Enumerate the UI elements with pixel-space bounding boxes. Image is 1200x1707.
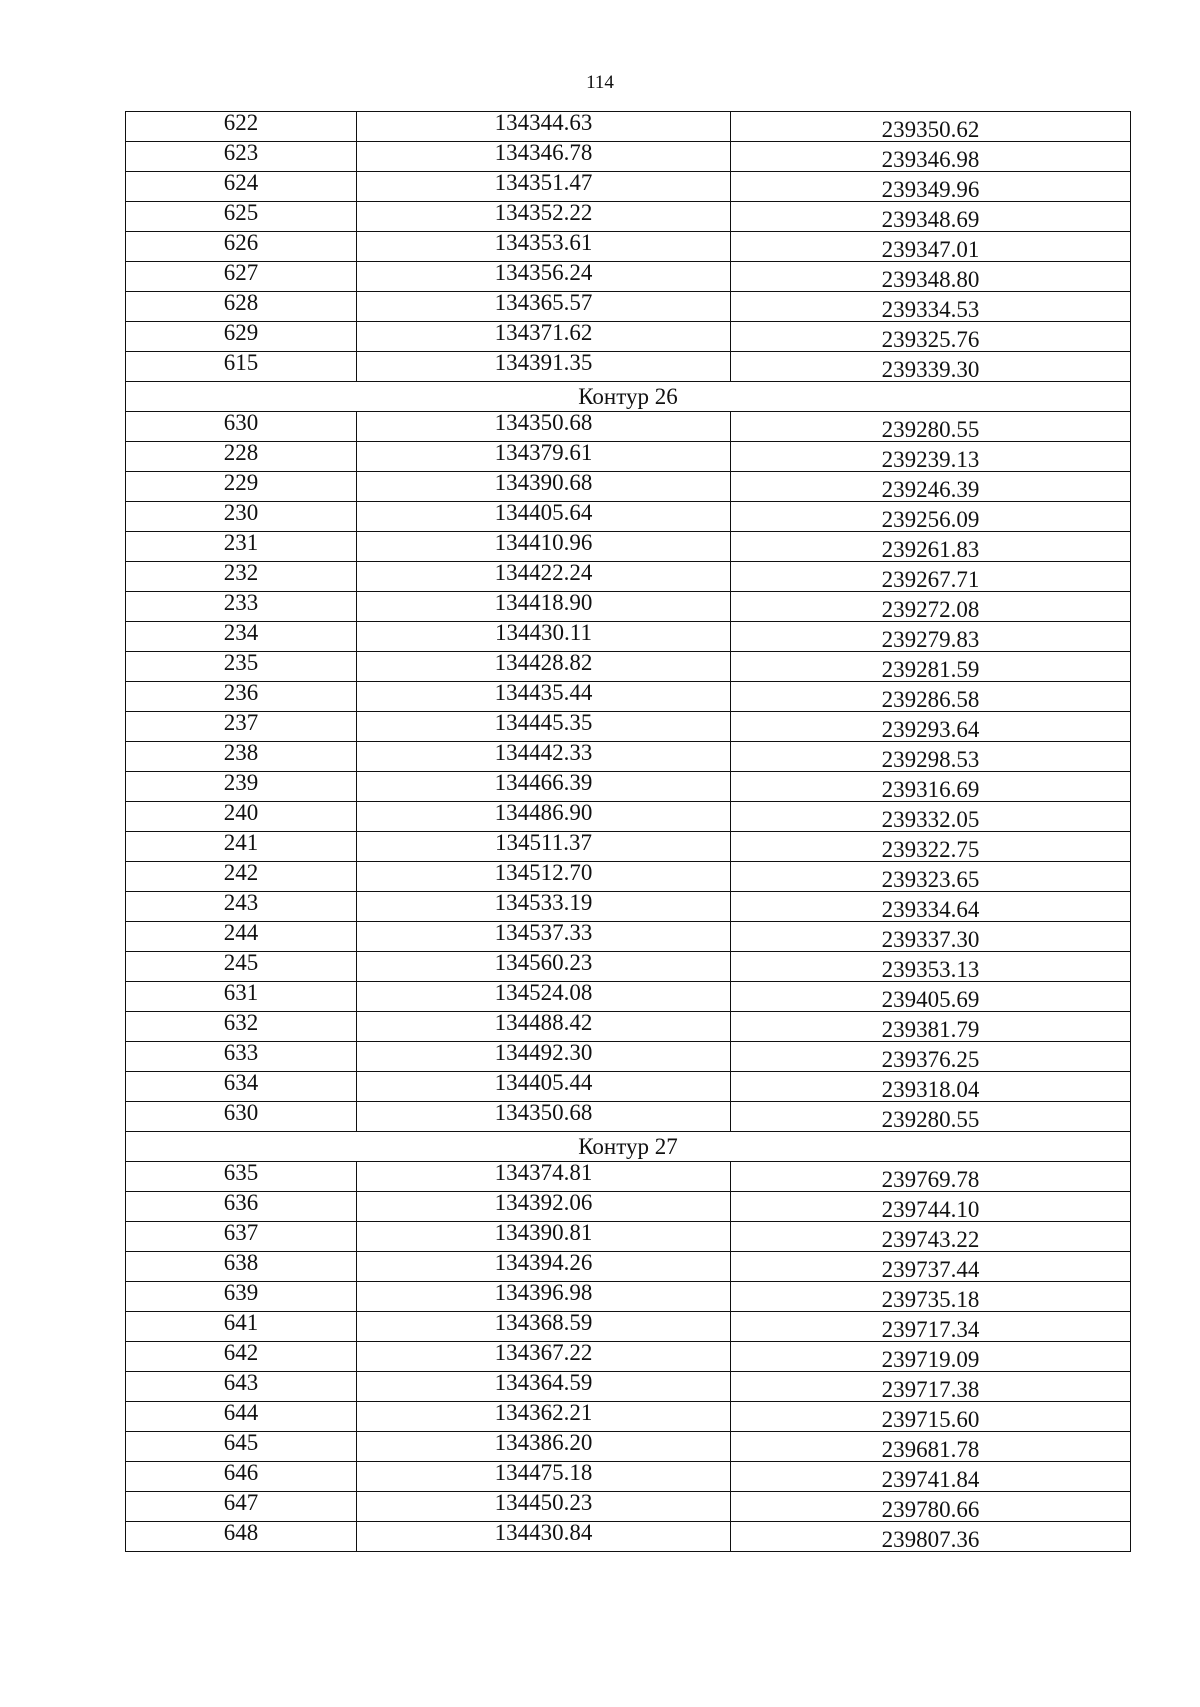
point-number-cell: 645 [126,1432,357,1462]
y-coordinate-cell: 239280.55 [731,412,1131,442]
y-coordinate-cell: 239737.44 [731,1252,1131,1282]
y-coordinate-cell: 239279.83 [731,622,1131,652]
table-row [126,352,1131,382]
point-number-cell: 234 [126,622,357,652]
table-row [126,1522,1131,1552]
y-coordinate-cell: 239293.64 [731,712,1131,742]
x-coordinate-cell: 134486.90 [357,802,731,832]
point-number-cell: 641 [126,1312,357,1342]
table-row [126,1012,1131,1042]
table-row [126,172,1131,202]
table-row [126,1102,1131,1132]
x-coordinate-cell: 134374.81 [357,1162,731,1192]
y-coordinate-cell: 239743.22 [731,1222,1131,1252]
x-coordinate-cell: 134356.24 [357,262,731,292]
x-coordinate-cell: 134367.22 [357,1342,731,1372]
x-coordinate-cell: 134560.23 [357,952,731,982]
point-number-cell: 624 [126,172,357,202]
point-number-cell: 623 [126,142,357,172]
table-row [126,532,1131,562]
point-number-cell: 629 [126,322,357,352]
x-coordinate-cell: 134346.78 [357,142,731,172]
point-number-cell: 630 [126,1102,357,1132]
x-coordinate-cell: 134392.06 [357,1192,731,1222]
table-row [126,202,1131,232]
x-coordinate-cell: 134410.96 [357,532,731,562]
table-row [126,1402,1131,1432]
x-coordinate-cell: 134391.35 [357,352,731,382]
y-coordinate-cell: 239316.69 [731,772,1131,802]
x-coordinate-cell: 134344.63 [357,112,731,142]
point-number-cell: 239 [126,772,357,802]
y-coordinate-cell: 239769.78 [731,1162,1131,1192]
point-number-cell: 648 [126,1522,357,1552]
x-coordinate-cell: 134422.24 [357,562,731,592]
y-coordinate-cell: 239332.05 [731,802,1131,832]
point-number-cell: 635 [126,1162,357,1192]
table-row [126,712,1131,742]
y-coordinate-cell: 239325.76 [731,322,1131,352]
point-number-cell: 627 [126,262,357,292]
table-row [126,232,1131,262]
section-label: Контур 26 [126,382,1131,412]
x-coordinate-cell: 134350.68 [357,412,731,442]
point-number-cell: 231 [126,532,357,562]
x-coordinate-cell: 134524.08 [357,982,731,1012]
point-number-cell: 238 [126,742,357,772]
y-coordinate-cell: 239272.08 [731,592,1131,622]
y-coordinate-cell: 239349.96 [731,172,1131,202]
y-coordinate-cell: 239239.13 [731,442,1131,472]
x-coordinate-cell: 134394.26 [357,1252,731,1282]
x-coordinate-cell: 134442.33 [357,742,731,772]
y-coordinate-cell: 239298.53 [731,742,1131,772]
point-number-cell: 634 [126,1072,357,1102]
x-coordinate-cell: 134351.47 [357,172,731,202]
table-row [126,832,1131,862]
y-coordinate-cell: 239318.04 [731,1072,1131,1102]
y-coordinate-cell: 239741.84 [731,1462,1131,1492]
point-number-cell: 626 [126,232,357,262]
point-number-cell: 244 [126,922,357,952]
point-number-cell: 245 [126,952,357,982]
y-coordinate-cell: 239780.66 [731,1492,1131,1522]
x-coordinate-cell: 134350.68 [357,1102,731,1132]
x-coordinate-cell: 134488.42 [357,1012,731,1042]
table-row [126,412,1131,442]
point-number-cell: 241 [126,832,357,862]
point-number-cell: 647 [126,1492,357,1522]
y-coordinate-cell: 239246.39 [731,472,1131,502]
point-number-cell: 638 [126,1252,357,1282]
x-coordinate-cell: 134492.30 [357,1042,731,1072]
table-row [126,502,1131,532]
table-row [126,982,1131,1012]
y-coordinate-cell: 239322.75 [731,832,1131,862]
y-coordinate-cell: 239256.09 [731,502,1131,532]
x-coordinate-cell: 134512.70 [357,862,731,892]
table-row [126,592,1131,622]
point-number-cell: 240 [126,802,357,832]
table-row [126,1252,1131,1282]
y-coordinate-cell: 239715.60 [731,1402,1131,1432]
table-row [126,262,1131,292]
table-row [126,922,1131,952]
table-row [126,1312,1131,1342]
y-coordinate-cell: 239807.36 [731,1522,1131,1552]
point-number-cell: 636 [126,1192,357,1222]
point-number-cell: 625 [126,202,357,232]
x-coordinate-cell: 134390.81 [357,1222,731,1252]
section-header-row [126,382,1131,412]
section-label: Контур 27 [126,1132,1131,1162]
table-row [126,1042,1131,1072]
table-row [126,622,1131,652]
point-number-cell: 229 [126,472,357,502]
x-coordinate-cell: 134362.21 [357,1402,731,1432]
x-coordinate-cell: 134390.68 [357,472,731,502]
point-number-cell: 233 [126,592,357,622]
point-number-cell: 642 [126,1342,357,1372]
x-coordinate-cell: 134466.39 [357,772,731,802]
point-number-cell: 232 [126,562,357,592]
x-coordinate-cell: 134405.64 [357,502,731,532]
y-coordinate-cell: 239334.64 [731,892,1131,922]
x-coordinate-cell: 134430.84 [357,1522,731,1552]
point-number-cell: 235 [126,652,357,682]
x-coordinate-cell: 134368.59 [357,1312,731,1342]
page-number: 114 [586,72,614,93]
y-coordinate-cell: 239735.18 [731,1282,1131,1312]
y-coordinate-cell: 239348.80 [731,262,1131,292]
y-coordinate-cell: 239348.69 [731,202,1131,232]
y-coordinate-cell: 239717.34 [731,1312,1131,1342]
y-coordinate-cell: 239286.58 [731,682,1131,712]
y-coordinate-cell: 239353.13 [731,952,1131,982]
point-number-cell: 633 [126,1042,357,1072]
table-row [126,1072,1131,1102]
x-coordinate-cell: 134435.44 [357,682,731,712]
table-row [126,1372,1131,1402]
y-coordinate-cell: 239323.65 [731,862,1131,892]
coordinates-table-body [126,112,1131,1552]
x-coordinate-cell: 134352.22 [357,202,731,232]
point-number-cell: 643 [126,1372,357,1402]
y-coordinate-cell: 239381.79 [731,1012,1131,1042]
x-coordinate-cell: 134428.82 [357,652,731,682]
point-number-cell: 628 [126,292,357,322]
table-row [126,892,1131,922]
table-row [126,742,1131,772]
point-number-cell: 622 [126,112,357,142]
y-coordinate-cell: 239744.10 [731,1192,1131,1222]
table-row [126,1342,1131,1372]
x-coordinate-cell: 134371.62 [357,322,731,352]
x-coordinate-cell: 134364.59 [357,1372,731,1402]
point-number-cell: 230 [126,502,357,532]
table-row [126,1462,1131,1492]
y-coordinate-cell: 239717.38 [731,1372,1131,1402]
x-coordinate-cell: 134511.37 [357,832,731,862]
y-coordinate-cell: 239339.30 [731,352,1131,382]
point-number-cell: 228 [126,442,357,472]
x-coordinate-cell: 134353.61 [357,232,731,262]
x-coordinate-cell: 134379.61 [357,442,731,472]
y-coordinate-cell: 239267.71 [731,562,1131,592]
table-row [126,1432,1131,1462]
table-row [126,1162,1131,1192]
y-coordinate-cell: 239347.01 [731,232,1131,262]
y-coordinate-cell: 239405.69 [731,982,1131,1012]
point-number-cell: 631 [126,982,357,1012]
x-coordinate-cell: 134533.19 [357,892,731,922]
table-row [126,652,1131,682]
table-row [126,802,1131,832]
table-row [126,1282,1131,1312]
y-coordinate-cell: 239334.53 [731,292,1131,322]
x-coordinate-cell: 134445.35 [357,712,731,742]
point-number-cell: 242 [126,862,357,892]
point-number-cell: 237 [126,712,357,742]
x-coordinate-cell: 134386.20 [357,1432,731,1462]
coordinates-table [125,111,1131,1552]
x-coordinate-cell: 134450.23 [357,1492,731,1522]
x-coordinate-cell: 134537.33 [357,922,731,952]
y-coordinate-cell: 239281.59 [731,652,1131,682]
x-coordinate-cell: 134430.11 [357,622,731,652]
y-coordinate-cell: 239681.78 [731,1432,1131,1462]
table-row [126,472,1131,502]
y-coordinate-cell: 239261.83 [731,532,1131,562]
y-coordinate-cell: 239337.30 [731,922,1131,952]
y-coordinate-cell: 239719.09 [731,1342,1131,1372]
x-coordinate-cell: 134365.57 [357,292,731,322]
table-row [126,562,1131,592]
table-row [126,1192,1131,1222]
y-coordinate-cell: 239346.98 [731,142,1131,172]
point-number-cell: 630 [126,412,357,442]
point-number-cell: 646 [126,1462,357,1492]
point-number-cell: 615 [126,352,357,382]
point-number-cell: 243 [126,892,357,922]
table-row [126,952,1131,982]
table-row [126,1492,1131,1522]
table-row [126,862,1131,892]
point-number-cell: 632 [126,1012,357,1042]
y-coordinate-cell: 239376.25 [731,1042,1131,1072]
table-row [126,142,1131,172]
x-coordinate-cell: 134418.90 [357,592,731,622]
section-header-row [126,1132,1131,1162]
point-number-cell: 639 [126,1282,357,1312]
x-coordinate-cell: 134405.44 [357,1072,731,1102]
table-row [126,682,1131,712]
point-number-cell: 644 [126,1402,357,1432]
table-row [126,1222,1131,1252]
table-row [126,772,1131,802]
y-coordinate-cell: 239280.55 [731,1102,1131,1132]
x-coordinate-cell: 134475.18 [357,1462,731,1492]
table-row [126,442,1131,472]
table-row [126,322,1131,352]
x-coordinate-cell: 134396.98 [357,1282,731,1312]
table-row [126,292,1131,322]
point-number-cell: 236 [126,682,357,712]
table-row [126,112,1131,142]
y-coordinate-cell: 239350.62 [731,112,1131,142]
point-number-cell: 637 [126,1222,357,1252]
